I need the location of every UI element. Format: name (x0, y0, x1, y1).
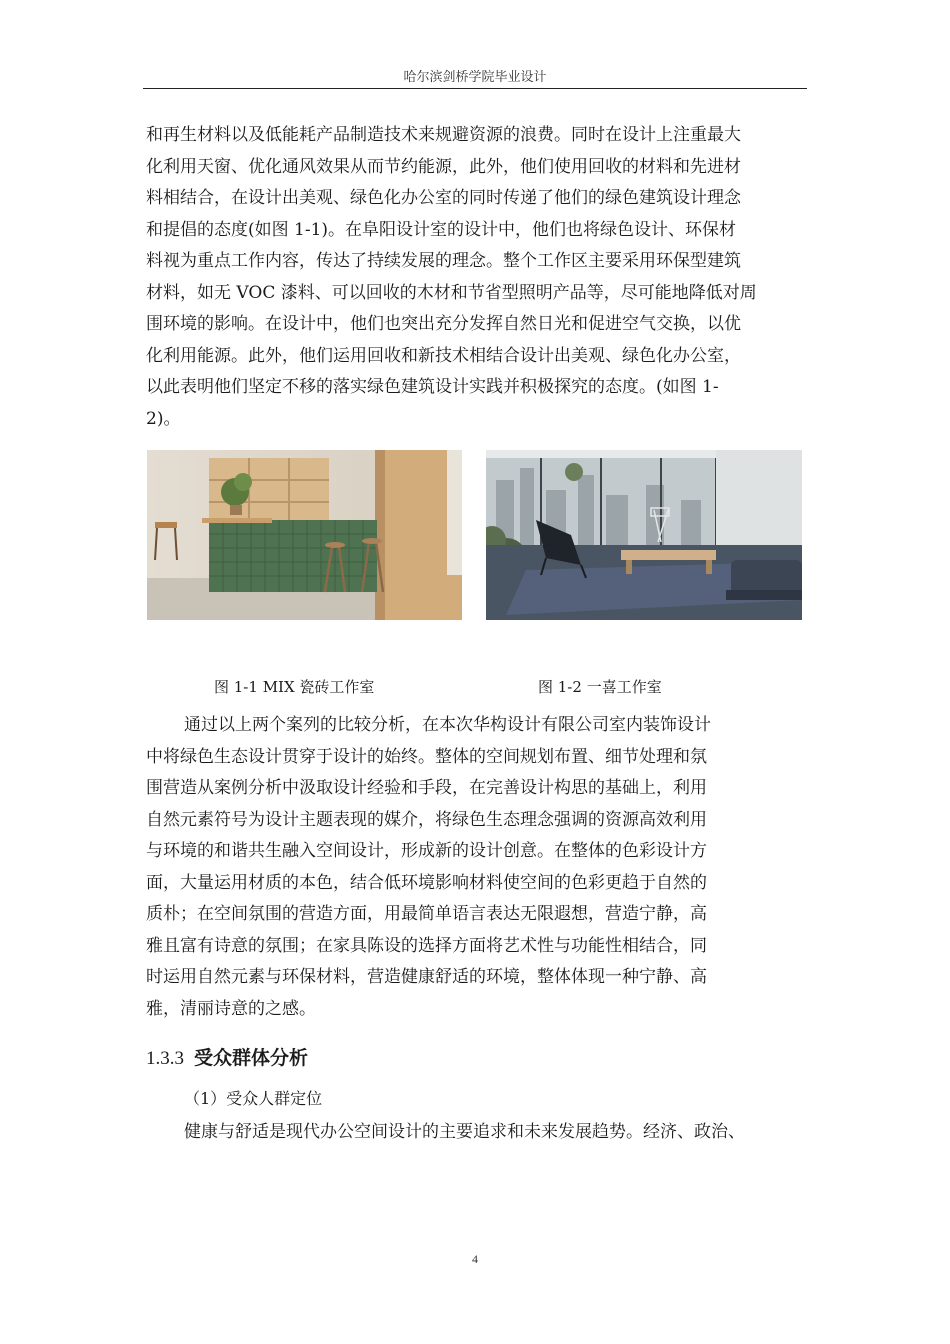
text-line: 自然元素符号为设计主题表现的媒介，将绿色生态理念强调的资源高效利用 (146, 809, 707, 830)
text-line: 和提倡的态度(如图 1-1)。在阜阳设计室的设计中，他们也将绿色设计、环保材 (146, 219, 737, 240)
text-line: 和再生材料以及低能耗产品制造技术来规避资源的浪费。同时在设计上注重最大 (146, 125, 741, 145)
figure-1-2-caption: 图 1-2 一喜工作室 (538, 678, 662, 696)
text-line: 雅且富有诗意的氛围；在家具陈设的选择方面将艺术性与功能性相结合，同 (146, 935, 707, 956)
text-line: 材料，如无 VOC 漆料、可以回收的木材和节省型照明产品等，尽可能地降低对周 (146, 282, 757, 303)
text-line: 与环境的和谐共生融入空间设计，形成新的设计创意。在整体的色彩设计方 (146, 841, 707, 861)
page-header: 哈尔滨剑桥学院毕业设计 (403, 70, 547, 85)
text-line: 质朴；在空间氛围的营造方面，用最简单语言表达无限遐想，营造宁静，高 (146, 904, 707, 924)
text-line: 通过以上两个案列的比较分析，在本次华构设计有限公司室内装饰设计 (184, 715, 711, 735)
section-number: 1.3.3 (146, 1048, 184, 1069)
paragraph-1 (146, 120, 806, 435)
text-line: 化利用天窗、优化通风效果从而节约能源，此外，他们使用回收的材料和先进材 (146, 156, 741, 177)
figure-1-1-photo (147, 450, 462, 620)
subsection-heading: （1）受众人群定位 (184, 1089, 323, 1108)
text-line: 围环境的影响。在设计中，他们也突出充分发挥自然日光和促进空气交换，以优 (146, 314, 741, 334)
text-line: 化利用能源。此外，他们运用回收和新技术相结合设计出美观、绿色化办公室， (146, 345, 741, 366)
paragraph-3 (146, 1117, 806, 1149)
paragraph-2 (146, 710, 806, 1025)
text-line: 中将绿色生态设计贯穿于设计的始终。整体的空间规划布置、细节处理和氛 (146, 746, 707, 767)
text-line: 料视为重点工作内容，传达了持续发展的理念。整个工作区主要采用环保型建筑 (146, 251, 741, 271)
text-line: 雅，清丽诗意的之感。 (146, 998, 316, 1019)
text-line: 面，大量运用材质的本色，结合低环境影响材料使空间的色彩更趋于自然的 (146, 872, 707, 893)
figure-1-2-photo (486, 450, 802, 620)
text-line: 围营造从案例分析中汲取设计经验和手段，在完善设计构思的基础上，利用 (146, 778, 707, 798)
section-title: 受众群体分析 (194, 1047, 309, 1069)
text-line: 时运用自然元素与环保材料，营造健康舒适的环境，整体体现一种宁静、高 (146, 967, 707, 987)
page-number: 4 (472, 1252, 478, 1266)
figure-1-1-caption: 图 1-1 MIX 瓷砖工作室 (214, 678, 375, 696)
text-line: 料相结合，在设计出美观、绿色化办公室的同时传递了他们的绿色建筑设计理念 (146, 188, 741, 208)
text-line: 以此表明他们坚定不移的落实绿色建筑设计实践并积极探究的态度。(如图 1- (146, 377, 719, 397)
section-heading (146, 1043, 308, 1070)
text-line: 2)。 (146, 408, 181, 429)
header-rule (143, 88, 807, 89)
text-line: 健康与舒适是现代办公空间设计的主要追求和未来发展趋势。经济、政治、 (184, 1122, 745, 1142)
